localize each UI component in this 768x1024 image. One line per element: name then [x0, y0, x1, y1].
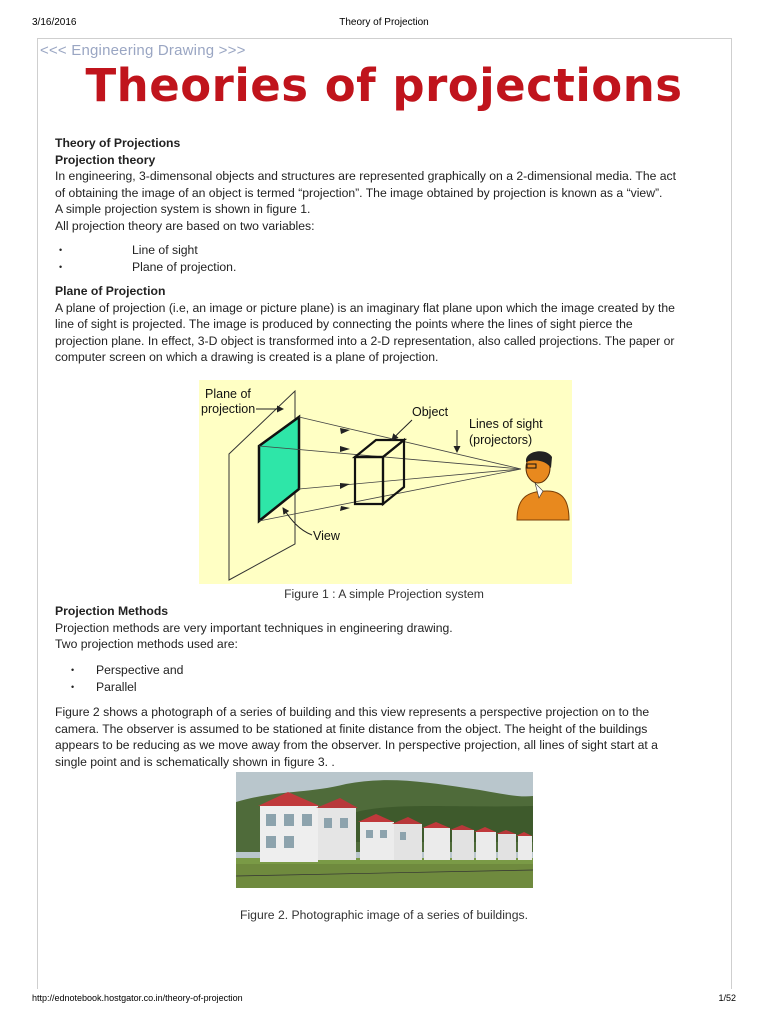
- projection-diagram: [199, 380, 572, 584]
- paragraph-line: line of sight is projected. The image is produced by connecting the points where the lines of sight pierce the: [55, 317, 633, 331]
- heading-projection-methods: Projection Methods: [55, 604, 169, 618]
- bullet-list-methods: [55, 662, 714, 695]
- observer-figure: [517, 451, 569, 520]
- figure1-caption: Figure 1 : A simple Projection system: [284, 587, 484, 601]
- print-title: Theory of Projection: [339, 17, 429, 28]
- page-number: 1/52: [718, 993, 736, 1003]
- buildings-photo: [236, 772, 533, 888]
- paragraph-line: In engineering, 3-dimensonal objects and structures are represented graphically on a 2-dimensional media. The act: [55, 169, 677, 183]
- projection-system-figure: [199, 380, 572, 584]
- print-date: 3/16/2016: [32, 17, 77, 28]
- section-plane-of-projection: [55, 283, 714, 366]
- label-plane-of: Plane of: [205, 387, 251, 401]
- list-item: • Plane of projection.: [59, 259, 237, 274]
- section-projection-methods: [55, 603, 714, 653]
- paragraph-line: Two projection methods used are:: [55, 637, 238, 651]
- paragraph-line: Figure 2 shows a photograph of a series of building and this view represents a perspective projection on to the: [55, 705, 650, 719]
- list-item: • Line of sight: [59, 243, 198, 257]
- paragraph-line: appears to be reducing as we move away from the observer. In perspective projection, all lines of sight start at a: [55, 738, 658, 752]
- paragraph-line: All projection theory are based on two variables:: [55, 218, 315, 233]
- label-object: Object: [412, 405, 449, 419]
- print-footer: [32, 993, 736, 1007]
- paragraph-line: camera. The observer is assumed to be stationed at finite distance from the object. The height of the buildings: [55, 721, 648, 736]
- paragraph-line: single point and is schematically shown in figure 3. .: [55, 754, 335, 769]
- page-title: Theories of projections: [85, 59, 683, 112]
- figure2-caption: Figure 2. Photographic image of a series of buildings.: [240, 908, 528, 922]
- section-perspective-description: [55, 704, 714, 770]
- label-lines-of-sight: Lines of sight: [469, 417, 543, 431]
- buildings-photo-illustration: [236, 772, 533, 888]
- paragraph-line: projection plane. In effect, 3-D object is transformed into a 2-D representation, also called projections. The paper or: [55, 333, 675, 348]
- list-item: • Perspective and: [71, 663, 184, 677]
- label-projection: projection: [201, 402, 256, 416]
- print-header: [32, 17, 736, 31]
- paragraph-line: A plane of projection (i.e, an image or picture plane) is an imaginary flat plane upon which the image created by the: [55, 300, 675, 315]
- object-cube: [355, 440, 404, 504]
- bullet-list-variables: [55, 242, 714, 275]
- heading-theory-of-projections: Theory of Projections: [55, 136, 181, 150]
- label-view: View: [313, 529, 340, 543]
- heading-projection-theory: Projection theory: [55, 152, 156, 167]
- paragraph-line: of obtaining the image of an object is termed “projection”. The image obtained by projection is known as a “view”.: [55, 185, 663, 200]
- label-projectors: (projectors): [469, 433, 533, 447]
- heading-plane-of-projection: Plane of Projection: [55, 284, 166, 298]
- paragraph-line: A simple projection system is shown in figure 1.: [55, 202, 311, 216]
- section-theory: [55, 135, 714, 234]
- list-item: • Parallel: [71, 679, 137, 694]
- view-shape: [259, 417, 299, 521]
- paragraph-line: computer screen on which a drawing is created is a plane of projection.: [55, 350, 439, 364]
- engineering-drawing-nav-link[interactable]: <<< Engineering Drawing >>>: [40, 42, 246, 59]
- paragraph-line: Projection methods are very important techniques in engineering drawing.: [55, 620, 453, 635]
- print-url: http://ednotebook.hostgator.co.in/theory-of-projection: [32, 993, 243, 1003]
